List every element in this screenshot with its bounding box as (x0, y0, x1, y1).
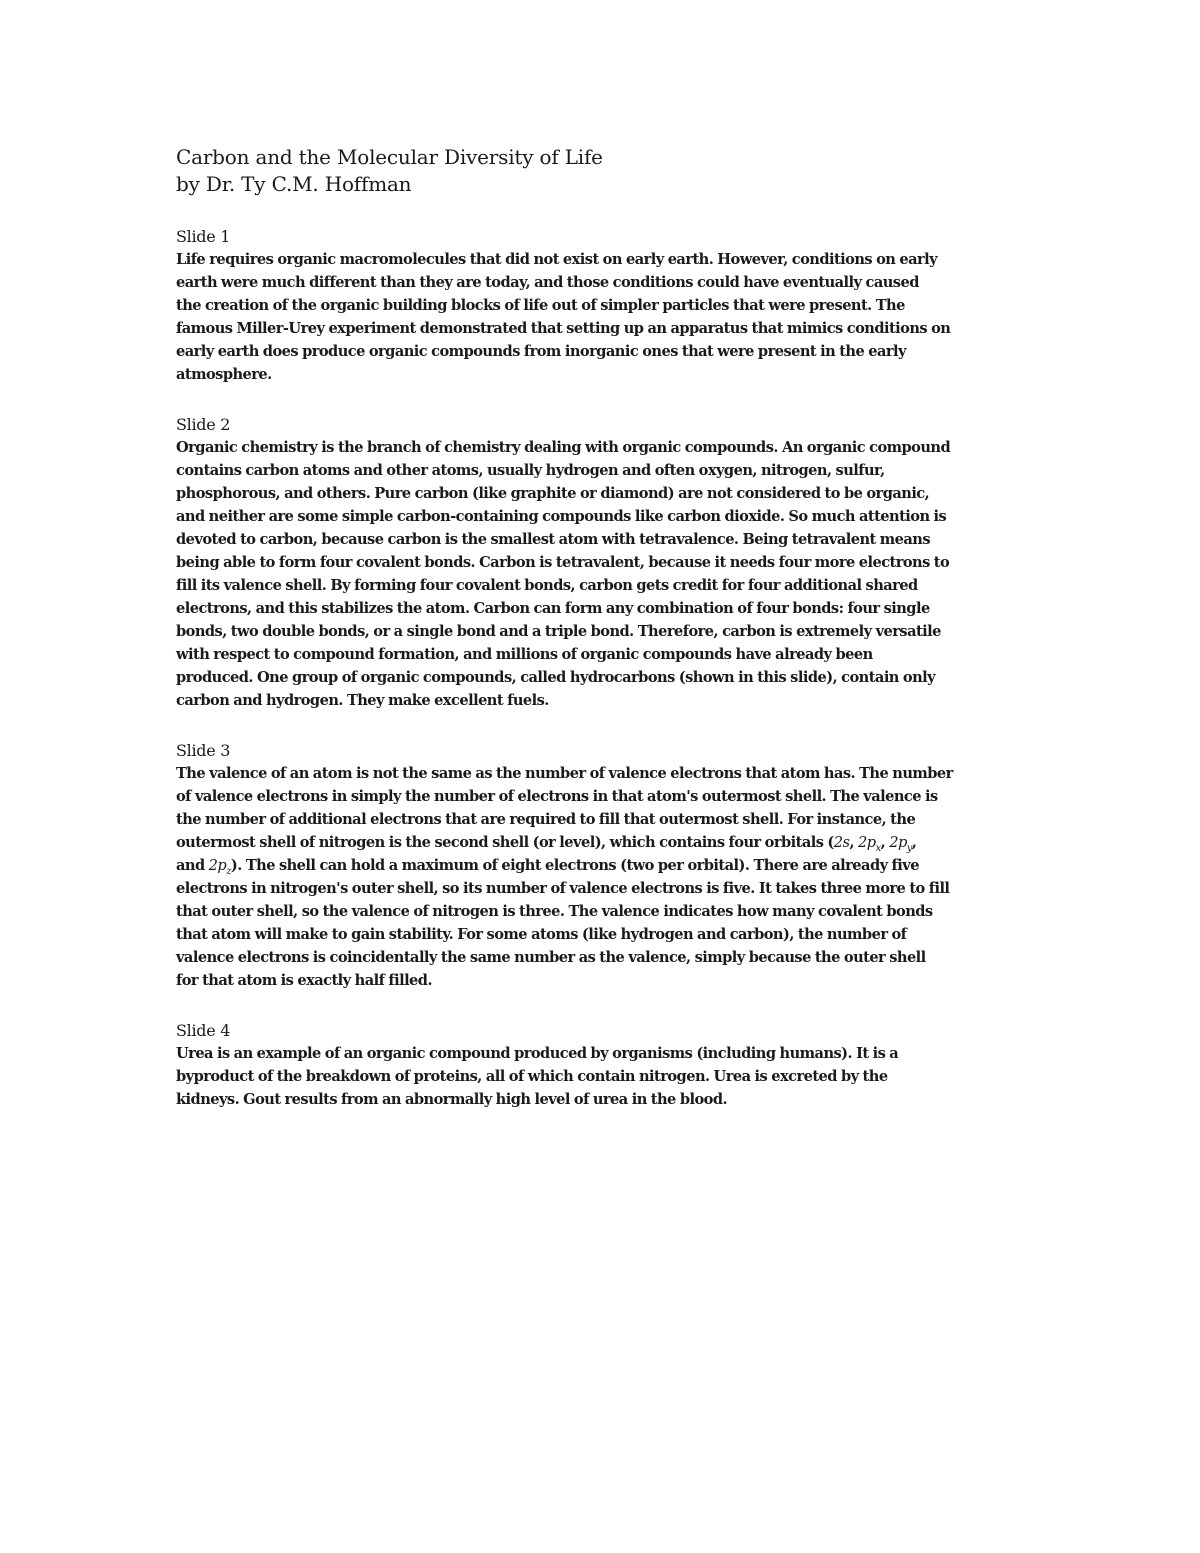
body-line: kidneys. Gout results from an abnormally high level of urea in the blood. (176, 1091, 728, 1108)
slide-2-body (176, 436, 1036, 712)
orbital-separator: , (880, 834, 890, 851)
orbital-2py-base: 2p (889, 834, 907, 851)
document-page (176, 144, 1036, 1111)
slide-3-heading: Slide 3 (176, 741, 231, 760)
body-line: that outer shell, so the valence of nitrogen is three. The valence indicates how many covalent bonds (176, 903, 933, 920)
body-line: atmosphere. (176, 366, 272, 383)
body-line: electrons, and this stabilizes the atom. Carbon can form any combination of four bonds: four single (176, 600, 930, 617)
body-line: with respect to compound formation, and millions of organic compounds have already been (176, 646, 873, 663)
orbital-2s: 2s (833, 834, 850, 851)
orbital-line2-pre: and (176, 857, 209, 874)
slide-4-body (176, 1042, 1036, 1111)
orbital-line2-post: ). The shell can hold a maximum of eight electrons (two per orbital). There are already five (230, 857, 919, 874)
body-line-orbitals (176, 831, 1036, 854)
orbital-2px-sub: x (875, 842, 881, 854)
orbital-separator: , (849, 834, 859, 851)
body-line: byproduct of the breakdown of proteins, all of which contain nitrogen. Urea is excreted by the (176, 1068, 888, 1085)
document-author: by Dr. Ty C.M. Hoffman (176, 172, 412, 196)
orbital-2pz-sub: z (226, 865, 231, 877)
slide-3-body (176, 762, 1036, 992)
slide-4-heading: Slide 4 (176, 1021, 231, 1040)
body-line: phosphorous, and others. Pure carbon (like graphite or diamond) are not considered to be organic, (176, 485, 930, 502)
body-line: the creation of the organic building blocks of life out of simpler particles that were present. The (176, 297, 905, 314)
body-line: bonds, two double bonds, or a single bond and a triple bond. Therefore, carbon is extremely versatile (176, 623, 941, 640)
slide-2-section (176, 413, 1036, 712)
slide-2-heading: Slide 2 (176, 415, 231, 434)
orbital-2py-sub: y (906, 842, 912, 854)
body-line: contains carbon atoms and other atoms, usually hydrogen and often oxygen, nitrogen, sulfur, (176, 462, 885, 479)
body-line: fill its valence shell. By forming four covalent bonds, carbon gets credit for four additional shared (176, 577, 918, 594)
body-line: Life requires organic macromolecules that did not exist on early earth. However, conditions on early (176, 251, 938, 268)
body-line: and neither are some simple carbon-containing compounds like carbon dioxide. So much attention is (176, 508, 947, 525)
body-line: Urea is an example of an organic compound produced by organisms (including humans). It is a (176, 1045, 899, 1062)
body-line: devoted to carbon, because carbon is the smallest atom with tetravalence. Being tetravalent means (176, 531, 931, 548)
orbital-line-text: outermost shell of nitrogen is the second shell (or level), which contains four orbitals ( (176, 834, 834, 851)
body-line: the number of additional electrons that are required to fill that outermost shell. For instance, the (176, 811, 916, 828)
slide-1-body (176, 248, 1036, 386)
body-line: famous Miller-Urey experiment demonstrated that setting up an apparatus that mimics conditions on (176, 320, 951, 337)
slide-1-heading: Slide 1 (176, 227, 231, 246)
slide-3-section (176, 739, 1036, 992)
body-line: carbon and hydrogen. They make excellent fuels. (176, 692, 549, 709)
orbital-2px (858, 834, 881, 854)
body-line: for that atom is exactly half filled. (176, 972, 432, 989)
slide-1-section (176, 225, 1036, 386)
body-line: earth were much different than they are today, and those conditions could have eventually caused (176, 274, 919, 291)
body-line: of valence electrons in simply the number of electrons in that atom's outermost shell. The valence is (176, 788, 938, 805)
document-title: Carbon and the Molecular Diversity of Life (176, 145, 603, 169)
body-line: being able to form four covalent bonds. Carbon is tetravalent, because it needs four more electrons to (176, 554, 950, 571)
orbital-2py (889, 834, 912, 854)
document-header (176, 144, 1036, 198)
body-line: Organic chemistry is the branch of chemistry dealing with organic compounds. An organic compound (176, 439, 951, 456)
body-line: early earth does produce organic compounds from inorganic ones that were present in the early (176, 343, 906, 360)
orbital-2pz-base: 2p (208, 857, 227, 874)
body-line-orbitals-2 (176, 854, 1036, 877)
slide-4-section (176, 1019, 1036, 1111)
body-line: electrons in nitrogen's outer shell, so its number of valence electrons is five. It takes three more to fill (176, 880, 950, 897)
body-line: The valence of an atom is not the same as the number of valence electrons that atom has. The number (176, 765, 953, 782)
orbital-2pz (208, 857, 231, 877)
body-line: valence electrons is coincidentally the same number as the valence, simply because the outer shell (176, 949, 926, 966)
orbital-line-end: , (911, 834, 917, 851)
body-line: that atom will make to gain stability. For some atoms (like hydrogen and carbon), the number of (176, 926, 907, 943)
orbital-2px-base: 2p (858, 834, 876, 851)
body-line: produced. One group of organic compounds, called hydrocarbons (shown in this slide), contain only (176, 669, 936, 686)
